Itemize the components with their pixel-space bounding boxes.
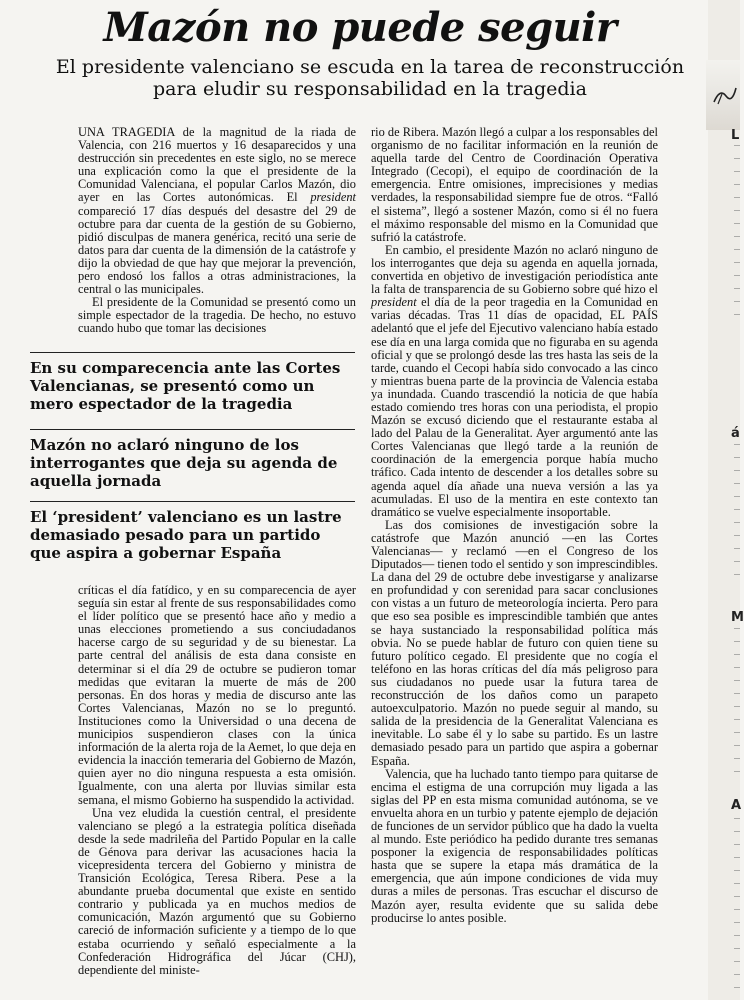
paragraph-6 [371,244,658,519]
subheadline [20,56,720,100]
adjacent-letter-4: A [731,798,742,813]
pull-quote-3: El ‘president’ valenciano es un lastre demasiado pesado para un partido que aspira a gobernar España [30,501,355,562]
adjacent-text-lines-1 [734,145,740,325]
paragraph-1-tail: compareció 17 días después del desastre del 29 de octubre para dar cuenta de la gestión de su Gobierno, pidió disculpas de manera genérica, recitó una serie de datos para dar cuenta de la dimensión de la catástrofe y dijo la obviedad de que hay que mejorar la prevención, pero endosó los fallos a otras administraciones, la central o las municipales. [78,203,356,297]
column-2 [371,126,658,925]
headline: Mazón no puede seguir [103,4,617,51]
subhead-line-2: para eludir su responsabilidad en la tragedia [153,78,587,100]
adjacent-text-lines-3 [734,628,740,778]
adjacent-letter-2: á [731,426,740,441]
paragraph-6-tail: el día de la peor tragedia en la Comunidad en varias décadas. Tras 11 días de opacidad, EL PAÍS adelantó que el jefe del Ejecutivo valenciano había estado ese día en una larga comida que no figuraba en su agenda oficial y que se prolongó desde las tres hasta las seis de la tarde, cuando el Cecopi había sido convocado a las cinco y mientras buena parte de la provincia de Valencia estaba ya inundada. Cuando trascendió la noticia de que había estado comiendo tres horas con una periodista, el propio Mazón se excusó diciendo que el restaurante estaba al lado del Palau de la Generalitat. Ayer argumentó ante las Cortes Valencianas que llegó tarde a la reunión de coordinación de la emergencia porque había mucho tráfico. Cada intento de descender a los detalles sobre su agenda aquel día añade una nueva versión a las ya acumuladas. El uso de la mentira en este contexto tan dramático se vuelve especialmente insoportable. [371,295,658,519]
subhead-line-1: El presidente valenciano se escuda en la tarea de reconstrucción [55,56,685,78]
paragraph-7: Las dos comisiones de investigación sobre la catástrofe que Mazón anunció —en las Cortes Valencianas— y reclamó —en el Congreso de los Diputados— tienen todo el sentido y son imprescindibles. La dana del 29 de octubre debe investigarse y analizarse en profundidad y con serenidad para sacar conclusiones con vistas a un futuro de meteorología incierta. Pero para que eso sea posible es imprescindible también que antes se haya sustanciado la responsabilidad política más obvia. No se puede hablar de futuro con quien tiene su futuro político cegado. El presidente que no cogía el teléfono en las horas críticas del día más peligroso para sus ciudadanos no puede usar la futura tarea de reconstrucción de los daños como un parapeto autoexculpatorio. Mazón no puede seguir al mando, su salida de la presidencia de la Generalitat Valenciana es inevitable. Lo sabe él y lo sabe su partido. Es un lastre demasiado pesado para un partido que aspira a gobernar España. [371,517,659,768]
pull-quote-1: En su comparecencia ante las Cortes Valencianas, se presentó como un mero espectador de la tragedia [30,352,355,413]
paragraph-6-text: En cambio, el presidente Mazón no aclaró ninguno de los interrogantes que deja su agenda en aquella jornada, convertida en objetivo de investigación periodística ante la falta de transparencia de su Gobierno sobre qué hizo el [371,242,658,297]
lead-caps: UNA TRAGEDIA [78,125,175,139]
adjacent-text-lines-4 [734,818,740,988]
president-italic: president [310,190,356,205]
paragraph-4: Una vez eludida la cuestión central, el presidente valenciano se plegó a la estrategia política diseñada desde la sede madrileña del Partido Popular en la calle de Génova para derivar las acusaciones hacia la vicepresidenta tercera del Gobierno y ministra de Transición Ecológica, Teresa Ribera. Pese a la abundante prueba documental que existe en sentido contrario y publicada ya en muchos medios de comunicación, Mazón argumentó que su Gobierno careció de información suficiente y a tiempo de lo que estaba ocurriendo y señaló especialmente a la Confederación Hidrográfica del Júcar (CHJ), dependiente del ministe- [78,805,356,977]
paragraph-2: El presidente de la Comunidad se presentó como un simple espectador de la tragedia. De hecho, no estuvo cuando hubo que tomar las decisiones [78,295,356,336]
adjacent-text-lines-2 [734,444,740,584]
paragraph-1-text: de la magnitud de la riada de Valencia, con 216 muertos y 16 desaparecidos y una destrucción sin precedentes en este siglo, no se merece una explicación como la que el presidente de la Comunidad Valenciana, el popular Carlos Mazón, dio ayer en las Cortes autonómicas. El [78,125,356,205]
adjacent-letter-1: L [731,128,740,143]
adjacent-letter-3: M [731,610,744,625]
column-1-bottom [78,584,356,977]
paragraph-8: Valencia, que ha luchado tanto tiempo para quitarse de encima el estigma de una corrupción muy ligada a las siglas del PP en esta misma comunidad autónoma, se ve envuelta ahora en un turbio y patente ejemplo de dejación de funciones de un servidor público que ha dado la vuelta al mundo. Este periódico ha pedido durante tres semanas posponer la exigencia de responsabilidades políticas hasta que se supere la etapa más dramática de la emergencia, que aún impone condiciones de vida muy duras a miles de personas. Tras escuchar el discurso de Mazón ayer, resulta evidente que su salida debe producirse lo antes posible. [371,766,658,925]
paragraph-5: rio de Ribera. Mazón llegó a culpar a los responsables del organismo de no facilitar información en la reunión de aquella tarde del Centro de Coordinación Operativa Integrado (Cecopi), el equipo de coordinación de la emergencia. Entre omisiones, imprecisiones y medias verdades, la responsabilidad siempre fue de otros. “Falló el sistema”, llegó a sostener Mazón, como si él no fuera el máximo responsable del mismo en la Comunidad que sufrió la catástrofe. [371,125,658,244]
column-1-top [78,126,356,336]
sketch-icon [712,82,738,108]
paragraph-3: críticas el día fatídico, y en su comparecencia de ayer seguía sin estar al frente de sus responsabilidades como el líder político que se presentó hace año y medio a unas elecciones prometiendo a sus conciudadanos hacerse cargo de su seguridad y de su bienestar. La parte central del análisis de esta dana consiste en determinar si el día 29 de octubre se pudieron tomar medidas que evitaran la muerte de más de 200 personas. En dos horas y media de discurso ante las Cortes Valencianas, Mazón no se lo preguntó. Instituciones como la Universidad o una decena de municipios suspendieron clases con la única información de la alerta roja de la Aemet, lo que deja en evidencia la inacción temeraria del Gobierno de Mazón, quien ayer no dio ninguna respuesta a esta omisión. Igualmente, con una alerta por lluvias similar esta semana, el mismo Gobierno ha suspendido la actividad. [78,583,356,807]
president-italic-2: president [371,295,417,310]
pull-quote-2: Mazón no aclaró ninguno de los interrogantes que deja su agenda de aquella jornada [30,429,355,490]
paragraph-1 [78,126,356,296]
